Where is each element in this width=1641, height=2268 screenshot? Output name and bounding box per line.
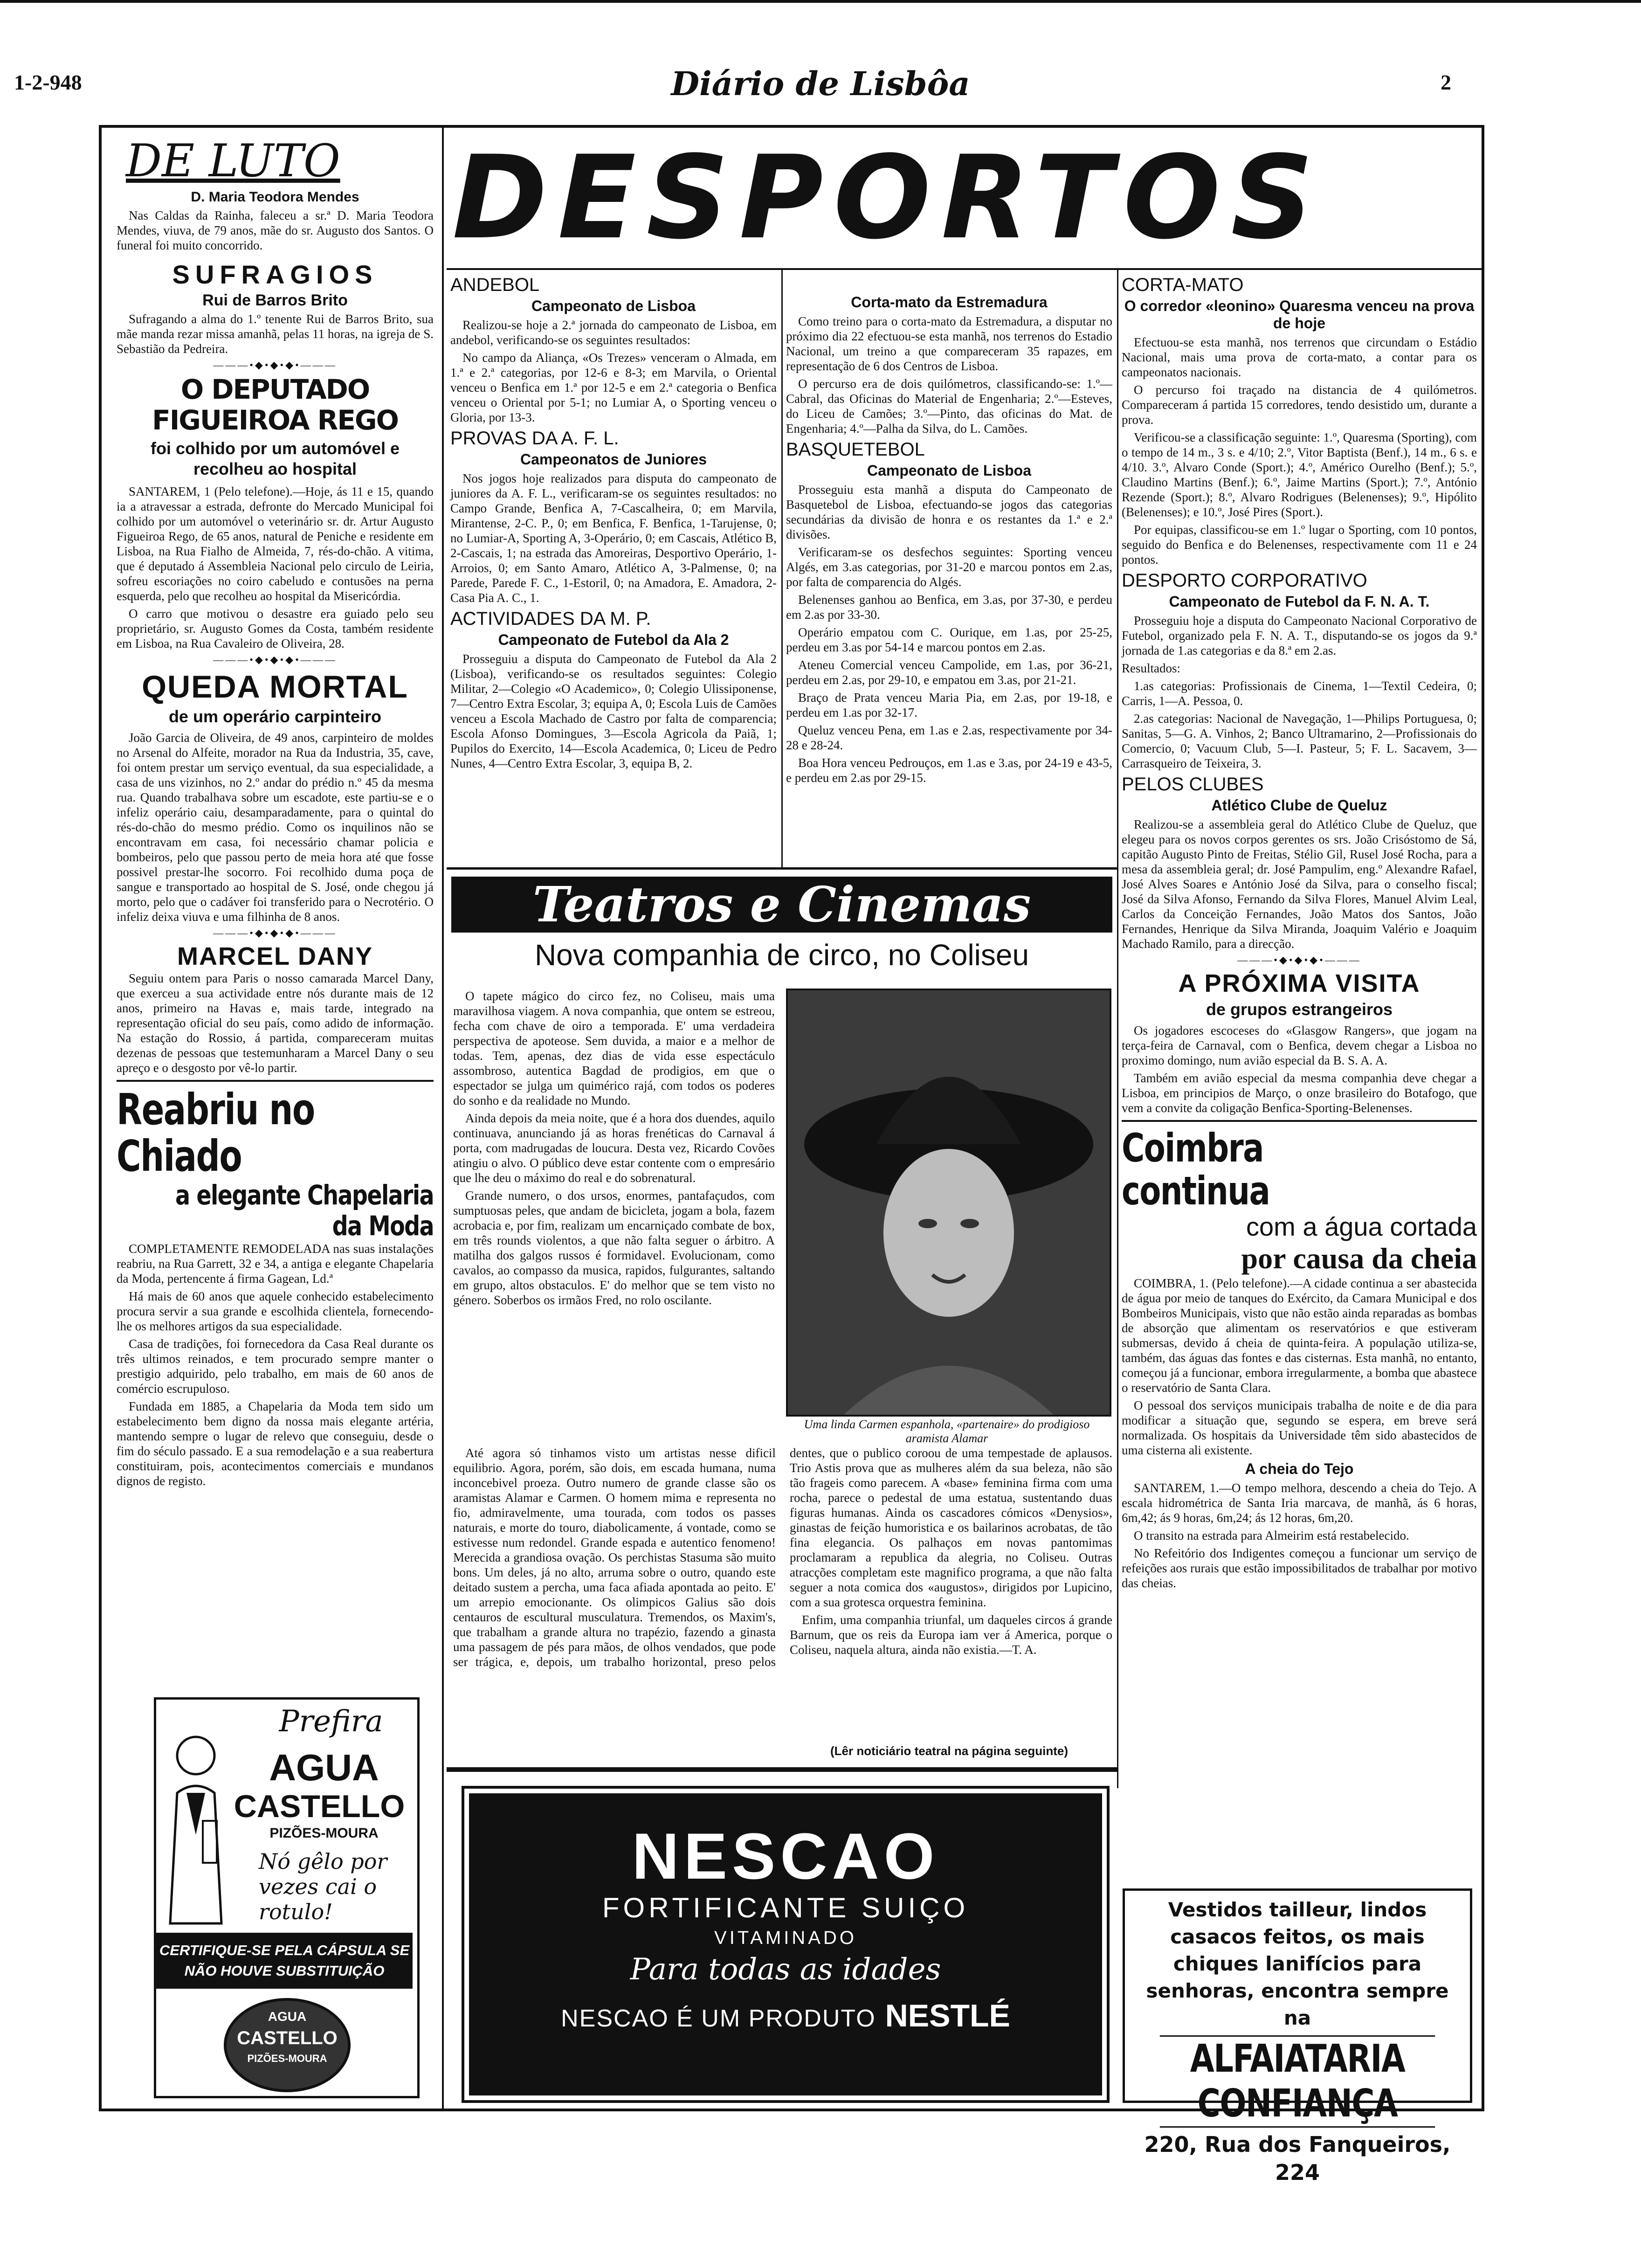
corporativo-p3: 1.as categorias: Profissionais de Cinema, 1—Textil Cedeira, 0; Carris, 1—A. Pessoa, 0. — [1122, 679, 1477, 708]
corporativo-p1: Prosseguiu hoje a disputa do Campeonato Nacional Corporativo de Futebol, organizado pela F. N. A. T., disputando-se os jogos da 9.ª jornada de 1.as categorias e da 8.ª em 2.as. — [1122, 614, 1477, 657]
coimbra-p4: O transito na estrada para Almeirim está restabelecido. — [1134, 1528, 1409, 1542]
coimbra-title-2: com a água cortada — [1246, 1212, 1477, 1241]
andebol-p2: No campo da Aliança, «Os Trezes» venceram o Almada, em 1.ª e 2.ª categorias, por 12-6 e 8-3; em Marvila, o Oriental venceu o Benfica em 1.ª por 12-5 e em 2.ª categoria o Benfica venceu o Oriental por 5-1; no Lumiar A, o Sporting venceu o Gloria, por 13-3. — [450, 351, 777, 424]
deputado-subtitle: foi colhido por um automóvel e recolheu ao hospital — [150, 439, 400, 478]
teatros-p3: Grande numero, o dos ursos, enormes, pantafaçudos, com sumptuosas peles, que andam de bicicleta, jogam a bola, fazem acrobacia e, por fim, realizam um encarniçado combate de box, em três rounds violentos, a que não falta seguer o árbitro. A matilha dos galgos russos é formidavel. Evolucionam, como cavalos, ao compasso da musica, rapidos, fulgurantes, saltando em grupo, altos obstaculos. E' do melhor que se tem visto no género. Soberbos os irmãos Fred, no rolo oscilante. — [453, 1189, 775, 1307]
issue-date: 1-2-948 — [14, 70, 82, 94]
teatros-footer: (Lêr noticiário teatral na página seguinte) — [830, 1744, 1068, 1758]
afl-title: Campeonatos de Juniores — [520, 451, 707, 468]
nescao-line4: Para todas as idades — [630, 1952, 941, 1987]
sports-col-rule-1 — [781, 268, 783, 870]
ornament: ———•◆•◆•◆•——— — [213, 654, 337, 665]
sports-column-c — [1122, 271, 1477, 1593]
visita-p1: Os jogadores escoceses do «Glasgow Rangers», que jogam na terça-feira de Carnaval, com o Benfica, devem chegar a Lisboa no proximo domingo, num avião especial da B. S. A. A. — [1122, 1023, 1477, 1067]
ornament: ———•◆•◆•◆•——— — [213, 359, 337, 371]
ornament: ———•◆•◆•◆•——— — [213, 927, 337, 939]
visita-p2: Também em avião especial da mesma companhia deve chegar a Lisboa, em principios de Março, o onze brasileiro do Botafogo, que vem a convite da coligação Benfica-Sporting-Belenenses. — [1122, 1071, 1477, 1115]
visita-title: A PRÓXIMA VISITA — [1178, 969, 1420, 997]
teatros-body-continued — [453, 1445, 1112, 1735]
clubes-title: Atlético Clube de Queluz — [1211, 797, 1387, 814]
andebol-title: Campeonato de Lisboa — [531, 297, 696, 314]
nescao-line5: NESCAO É UM PRODUTO — [561, 2005, 876, 2032]
cortamato-section: CORTA-MATO — [1122, 275, 1244, 295]
castello-brand: CASTELLO — [234, 1789, 405, 1824]
luto-name: D. Maria Teodora Mendes — [191, 189, 359, 205]
mp-section: ACTIVIDADES DA M. P. — [450, 608, 651, 629]
teatros-p1: O tapete mágico do circo fez, no Coliseu, mais uma maravilhosa viagem. A nova companhia, que ontem se estreou, fecha com chave de oiro a temporada. E' uma verdadeira perspectiva de apoteose. Sem duvida, a maior e a melhor de todas. Tem, apenas, dez dias de vida esse espectáculo assombroso, autentica Bagdad de prodigios, em que o espectador se julga um quimérico rajá, com todos os poderes do sonho e da realidade no Mundo. — [453, 989, 775, 1107]
page-number: 2 — [1441, 70, 1451, 94]
castello-cap — [224, 1998, 351, 2092]
chiado-p2: Há mais de 60 anos que aquele conhecido estabelecimento procura servir a sua grande e escolhida clientela, fornecendo-lhe os melhores artigos da sua especialidade. — [117, 1289, 434, 1333]
teatros-bottom-rule — [447, 1767, 1117, 1772]
left-column — [117, 135, 434, 1491]
afl-section: PROVAS DA A. F. L. — [450, 428, 619, 449]
queda-text: João Garcia de Oliveira, de 49 anos, carpinteiro de moldes no Arsenal do Alfeite, morador na Rua da Industria, 35, cave, foi ontem prestar um serviço eventual, da sua especialidade, a casa de uns vizinhos, no 2.º andar do prédio n.º 45 da mesma rua. Quando trabalhava sobre um escadote, este partiu-se e o infeliz operário caiu, desamparadamente, para o quintal do rés-do-chão do mesmo prédio. Como os inquilinos não se encontravam em casa, foi necessário chamar policia e bombeiros, pelo que passou perto de meia hora até que fosse possivel prestar-lhe socorro. Foi recolhido duma poça de sangue e transportado ao hospital de S. José, onde chegou já morto, pelo que o cadáver foi transferido para o Necrotério. O infeliz deixa viuva e uma filhinha de 8 anos. — [117, 731, 434, 924]
deputado-title: O DEPUTADO FIGUEIROA REGO — [152, 373, 398, 436]
mp-text: Prosseguiu a disputa do Campeonato de Futebol da Ala 2 (Lisboa), verificando-se os resultados seguintes: Colegio Militar, 2—Colegio «O Academico», 0; Colegio Ulissiponense, 7—Centro Extra Escolar, 3; equipa A, 0; Escola Luis de Camões venceu a Escola Machado de Castro por falta de comparencia; Escola Afonso Domingues, 3—Escola Agricola da Paiã, 1; Pupilos do Exercito, 14—Escola Academica, 0; Liceu de Pedro Nunes, 4—Centro Extra Escolar, 3, equipa B, 2. — [450, 652, 777, 770]
luto-text: Nas Caldas da Rainha, faleceu a sr.ª D. Maria Teodora Mendes, viuva, de 79 anos, mãe do sr. Augusto dos Santos. O funeral foi muito concorrido. — [117, 208, 434, 252]
mp-title: Campeonato de Futebol da Ala 2 — [498, 631, 729, 648]
queda-title: QUEDA MORTAL — [142, 669, 408, 705]
coimbra-title-3: por causa da cheia — [1241, 1242, 1477, 1275]
basquetebol-p2: Verificaram-se os desfechos seguintes: Sporting venceu Algés, em 3.as categorias, por 31-20 e marcou pontos em 2.as, por falta de comparencia do Algés. — [786, 545, 1112, 589]
luto-title: DE LUTO — [126, 135, 340, 187]
sufragios-text: Sufragando a alma do 1.º tenente Rui de Barros Brito, sua mãe manda rezar missa amanhã, pelas 11 horas, na igreja de S. Sebastião da Pedreira. — [117, 312, 434, 356]
ad-alfaiataria — [1123, 1888, 1472, 2185]
chiado-p3: Casa de tradições, foi fornecedora da Casa Real durante os três ultimos reinados, e tem procurado sempre manter o prestigio adquirido, pelo trabalho, em mais de 60 anos de comércio escrupuloso. — [117, 1337, 434, 1396]
dany-text: Seguiu ontem para Paris o nosso camarada Marcel Dany, que exerceu a sua actividade entre nós durante mais de 12 anos, primeiro na Havas e, mais tarde, integrado na representação oficial do seu país, como adido de informação. Na estação do Rossio, á partida, compareceram muitas dezenas de pessoas que testemunharam a Marcel Dany o seu apreço e o desgosto por vê-lo partir. — [117, 971, 434, 1075]
top-rule — [0, 0, 1641, 3]
cap-bottom: PIZÕES-MOURA — [247, 2053, 327, 2064]
teatros-column-a — [453, 989, 775, 1310]
alfaiataria-name: ALFAIATARIA CONFIANÇA — [1160, 2035, 1435, 2128]
basquetebol-p1: Prosseguiu esta manhã a disputa do Campeonato de Basquetebol de Lisboa, efectuando-se jogos das categorias secundárias da divisão de honra e os restantes da 1.ª e 2.ª divisões. — [786, 483, 1112, 541]
tejo-subtitle: A cheia do Tejo — [1245, 1460, 1354, 1477]
coimbra-title-1: Coimbra continua — [1122, 1125, 1270, 1214]
nescao-footer — [469, 1998, 1102, 2034]
castello-prefira: Prefira — [279, 1704, 383, 1739]
coimbra-p2: O pessoal dos serviços municipais trabalha de noite e de dia para modificar a situação que, segundo se espera, em breve será normalizada. Os hospitais da Universidade têm sido abastecidos de uma cisterna ali existente. — [1122, 1398, 1477, 1457]
basquetebol-p6: Braço de Prata venceu Maria Pia, em 2.as, por 19-18, e perdeu em 1.as por 32-17. — [786, 691, 1112, 719]
alfaiataria-text: Vestidos tailleur, lindos casacos feitos, os mais chiques lanifícios para senhoras, encontra sempre na — [1146, 1898, 1449, 2029]
estremadura-p2: O percurso era de dois quilómetros, classificando-se: 1.º—Cabral, das Oficinas do Material de Engenharia; 2.º—Esteves, do Liceu de Camões; 3.º—Pinto, das oficinas do Mat. de Engenharia; 4.º—Palha da Silva, do L. Camões. — [786, 377, 1112, 436]
castello-handwriting: Nó gêlo por vezes cai o rotulo! — [259, 1849, 387, 1924]
basquetebol-section: BASQUETEBOL — [786, 439, 925, 460]
carmen-caption: Uma linda Carmen espanhola, «partenaire» do prodigioso aramista Alamar — [804, 1418, 1090, 1445]
deputado-p1: SANTAREM, 1 (Pelo telefone).—Hoje, ás 11 e 15, quando ia a atravessar a estrada, defronte do Mercado Municipal foi colhido por um automóvel o veterinário sr. dr. Artur Augusto Figueiroa Rego, de 65 anos, natural de Peniche e residente em Lisboa, na Rua Fialho de Almeida, 7, rés-do-chão. A vitima, que é deputado á Assembleia Nacional pelo circulo de Leiria, sofreu escoriações no coiro cabeludo e contusões na perna esquerda, pelo que recolheu ao hospital da Misericórdia. — [117, 484, 434, 603]
sports-column-b — [786, 271, 1112, 788]
corporativo-p4: 2.as categorias: Nacional de Navegação, 1—Philips Portuguesa, 0; Sanitas, 5—G. A. Vinhos, 2; Banco Ultramarino, 2—Profissionais do Comercio, 0; Vacuum Club, 5—I. Pasteur, 5; F. L. Sacavem, 3—Carrasqueiro de Teixeira, 3. — [1122, 712, 1477, 770]
cortamato-title: O corredor «leonino» Quaresma venceu na prova de hoje — [1124, 297, 1475, 332]
castello-agua: AGUA — [269, 1747, 379, 1788]
sports-col-rule-2 — [1117, 268, 1118, 1788]
nescao-maker: NESTLÉ — [885, 1998, 1010, 2033]
alfaiataria-address: 220, Rua dos Fanqueiros, 224 — [1144, 2132, 1451, 2185]
cortamato-p4: Por equipas, classificou-se em 1.º lugar o Sporting, com 10 pontos, seguido do Benfica e do Belenenses, respectivamente com 11 e 24 pontos. — [1122, 523, 1477, 567]
andebol-p1: Realizou-se hoje a 2.ª jornada do campeonato de Lisboa, em andebol, verificando-se os seguintes resultados: — [450, 318, 777, 347]
cortamato-p2: O percurso foi traçado na distancia de 4 quilómetros. Compareceram á partida 15 corredores, tendo desistido um, durante a prova. — [1122, 383, 1477, 427]
chiado-p1: COMPLETAMENTE REMODELADA nas suas instalações reabriu, na Rua Garrett, 32 e 34, a antiga e elegante Chapelaria da Moda, pertencente á firma Gagean, Ld.ª — [117, 1242, 434, 1286]
basquetebol-p3: Belenenses ganhou ao Benfica, em 3.as, por 37-30, e perdeu em 2.as por 33-30. — [786, 593, 1112, 622]
corporativo-title: Campeonato de Futebol da F. N. A. T. — [1169, 593, 1430, 610]
nescao-brand: NESCAO — [632, 1819, 939, 1893]
column-rule-1 — [442, 125, 444, 2109]
teatros-p4: Até agora só tinhamos visto um artistas nesse dificil equilibrio. Agora, porém, são dois, em escada humana, numa inconcebivel proeza. Outro numero de grande classe são os aramistas Alamar e Carmen. O homem mima e representa no fio, admiravelmente, uma tourada, com todos os passes naturais, e morte do touro, diabolicamente, á vontade, como se estivesse num redondel. Grande espada e autentico fenomeno! Merecida a grandiosa ovação. Os perchistas Stasuma são muito bons. Um deles, já no alto, arruma sobre o outro, quando este deitado sustem a percha, uma faca afiada apontada ao peito. E' um arrepio emocionante. Os olimpicos Galius são dois centauros de escultural musculatura. Tremendos, os Maxim's, que trabalham a grande altura no trapézio, fazendo a ginasta uma passagem de pés para mãos, de olhos vendados, que pode ser trágica, e, depois, um trabalho horizontal, preso pelos dentes, que o publico coroou de uma tempestade de aplausos. Trio Astis prova que as mulheres além da sua beleza, não são tão frageis como parecem. A «base» feminina firma com uma rocha, parece o pedestal de uma estatua, sustentando duas figuras humanas. Ainda os cascadores cómicos «Denysios», ginastas de feição humoristica e os bailarinos acrobatas, de tão fina elegancia. Os palhaços em novas pantomimas proclamaram a republica da alegria, no Coliseu. Outras atracções completam este magnifico programa, a que não falta seguer a nota comica dos «augustos», dirigidos por Lupicino, com a sua grotesca orquestra feminina. — [453, 1446, 1112, 1669]
ornament: ———•◆•◆•◆•——— — [1237, 954, 1361, 966]
afl-text: Nos jogos hoje realizados para disputa do campeonato de juniores da A. F. L., verificaram-se os seguintes resultados: no Campo Grande, Benfica A, 7-Cascalheira, 0; em Marvila, Mirantense, 2-C. P., 0; em Benfica, F. Benfica, 1-Tarujense, 0; no Lumiar-A, Sporting A, 3-Operário, 0; em Cascais, Atlético B, 2-Cascais, 1; na estrada das Amoreiras, Desportivo Operário, 1-Arroios, 0; em Santo Amaro, Atlético A, 3-Palmense, 0; na Parede, Parede F. C., 1-Estoril, 0; na Amadora, E. Amadora, 2-Casa Pia A. C., 1. — [450, 471, 777, 605]
basquetebol-p7: Queluz venceu Pena, em 1.as e 2.as, respectivamente por 34-28 e 28-24. — [786, 723, 1112, 752]
teatros-p5: Enfim, uma companhia triunfal, um daqueles circos á grande Barnum, que os reis da Europa iam ver á America, porque o Coliseu, naquela altura, ainda não existia.—T. A. — [790, 1613, 1112, 1657]
teatros-banner: Teatros e Cinemas — [451, 877, 1112, 933]
frame-top — [99, 125, 1484, 128]
desportos-rule — [447, 268, 1482, 270]
nescao-panel — [469, 1793, 1102, 2095]
desportos-title: DESPORTOS — [452, 131, 1324, 265]
sufragios-title: SUFRAGIOS — [172, 260, 378, 289]
ad-agua-castello — [154, 1697, 420, 2098]
corporativo-p2: Resultados: — [1122, 661, 1180, 675]
clubes-text: Realizou-se a assembleia geral do Atlético Clube de Queluz, que elegeu para os novos corpos gerentes os srs. João Crisóstomo de Sá, capitão Augusto Pinto de Freitas, Stélio Gil, Rusel José Rocha, para a mesa da assembleia geral; dr. José Pampulim, eng.º Alexandre Rafael, José Alves Soares e António José da Silva, para o conselho fiscal; José da Silva Afonso, Fernando da Silva Flores, Manuel Alvim Leal, Carlos da Conceição Fernandes, João Matos dos Santos, João Fernandes, Henrique da Silva Miranda, Joaquim Valério e Joaquim Machado Ramilo, para a direcção. — [1122, 817, 1477, 951]
chiado-p4: Fundada em 1885, a Chapelaria da Moda tem sido um estabelecimento bem digno da nossa mais elegante artéria, mantendo sempre o lugar de relevo que conseguiu, desde o fim do século passado. E a sua remodelação e a sua reabertura constituiram, pois, acontecimentos comerciais e mundanos dignos de registo. — [117, 1399, 434, 1488]
cap-mid: CASTELLO — [237, 2028, 338, 2048]
cap-top: AGUA — [268, 2009, 307, 2024]
separator — [1122, 1120, 1477, 1122]
nescao-line3: VITAMINADO — [714, 1928, 857, 1948]
sufragios-name: Rui de Barros Brito — [202, 291, 348, 309]
sports-column-a — [450, 271, 777, 774]
deputado-p2: O carro que motivou o desastre era guiado pelo seu proprietário, sr. Augusto Gomes da Costa, também residente em Lisboa, na Rua Cavaleiro de Oliveira, 28. — [117, 607, 434, 650]
teatros-title: Nova companhia de circo, no Coliseu — [534, 938, 1029, 972]
cortamato-p1: Efectuou-se esta manhã, nos terrenos que circundam o Estádio Nacional, mais uma prova de corta-mato, a contar para os campeonatos nacionais. — [1122, 335, 1477, 379]
basquetebol-p5: Ateneu Comercial venceu Campolide, em 1.as, por 36-21, perdeu em 2.as, por 29-10, e empatou em 3.as, por 21-21. — [786, 658, 1112, 687]
estremadura-title: Corta-mato da Estremadura — [851, 294, 1048, 311]
basquetebol-p4: Operário empatou com C. Ourique, em 1.as, por 25-25, perdeu em 3.as por 54-14 e marcou pontos em 2.as. — [786, 625, 1112, 654]
estremadura-p1: Como treino para o corta-mato da Estremadura, a disputar no próximo dia 22 efectuou-se esta manhã, nos terrenos do Estadio Nacional, um treino a que compareceram 35 rapazes, em representação de 6 dos Centros de Lisboa. — [786, 314, 1112, 373]
basquetebol-p8: Boa Hora venceu Pedrouços, em 1.as e 3.as, por 24-19 e 43-5, e perdeu em 2.as por 29-15. — [786, 756, 1112, 785]
teatros-p2: Ainda depois da meia noite, que é a hora dos duendes, aquilo continuava, anunciando já as horas frenéticas do Carnaval á porta, com madrugadas de loucura. Desta vez, Ricardo Covões atingiu o alvo. O público deve estar contente com o empresário que lhe deu o máximo do real e do sobrenatural. — [453, 1111, 775, 1185]
chiado-subtitle: a elegante Chapelaria da Moda — [175, 1179, 434, 1242]
carmen-photo — [786, 989, 1111, 1417]
dany-title: MARCEL DANY — [177, 942, 373, 970]
waiter-illustration — [161, 1728, 231, 1928]
clubes-section: PELOS CLUBES — [1122, 774, 1264, 795]
visita-subtitle: de grupos estrangeiros — [1206, 1000, 1393, 1019]
basquetebol-title: Campeonato de Lisboa — [867, 462, 1032, 479]
queda-subtitle: de um operário carpinteiro — [168, 707, 382, 726]
masthead: Diário de Lisbôa — [671, 64, 970, 103]
teatros-top-rule — [447, 867, 1117, 870]
frame-right — [1482, 125, 1484, 2111]
coimbra-p5: No Refeitório dos Indigentes começou a funcionar um serviço de refeições aos rurais que estão impossibilitados de trabalhar por motivo das cheias. — [1122, 1546, 1477, 1590]
castello-pizoes: PIZÕES-MOURA — [269, 1825, 379, 1841]
frame-left — [99, 125, 102, 2111]
coimbra-p3: SANTAREM, 1.—O tempo melhora, descendo a cheia do Tejo. A escala hidrométrica de Santa Iria marcava, de manhã, ás 6 horas, 6m,42; ás 9 horas, 6m,24; ás 12 horas, 6m,20. — [1122, 1481, 1477, 1525]
ad-nescao — [462, 1786, 1110, 2103]
andebol-section: ANDEBOL — [450, 275, 540, 295]
cortamato-p3: Verificou-se a classificação seguinte: 1.º, Quaresma (Sporting), com o tempo de 14 m., 3 s. e 4/10; 2.º, Vitor Baptista (Benf.), 14 m., 6 s. e 4/10. 3.º, Alvaro Conde (Sport.); 4.º, Américo Ourelho (Benf.); 5.º, Claudino Martins (Benf.); 6.º, Jaime Martins (Sport.); 7.º, António Rezende (Sport.); 8.º, Alvaro Rodrigues (Belenenses); 9.º, Hipólito (Belenenses); e 10.º, José Pires (Sport.). — [1122, 430, 1477, 519]
separator — [117, 1080, 434, 1082]
nescao-line2: FORTIFICANTE SUIÇO — [602, 1892, 969, 1923]
chiado-title: Reabriu no Chiado — [117, 1085, 315, 1181]
coimbra-p1: COIMBRA, 1. (Pelo telefone).—A cidade continua a ser abastecida de água por meio de tanques do Exército, da Camara Municipal e dos Bombeiros Municipais, visto que não estão ainda reparadas as bombas de absorção que alimentam os reservatórios e que estiveram submersas, devido á cheia de quinta-feira. A população utiliza-se, também, das águas das fontes e das cisternas. Esta manhã, no entanto, começou já a funcionar, embora irregularmente, a bomba que abastece o reservatório de Santa Clara. — [1122, 1276, 1477, 1395]
corporativo-section: DESPORTO CORPORATIVO — [1122, 570, 1367, 591]
castello-banner: CERTIFIQUE-SE PELA CÁPSULA SE NÃO HOUVE SUBSTITUIÇÃO — [156, 1933, 413, 1989]
